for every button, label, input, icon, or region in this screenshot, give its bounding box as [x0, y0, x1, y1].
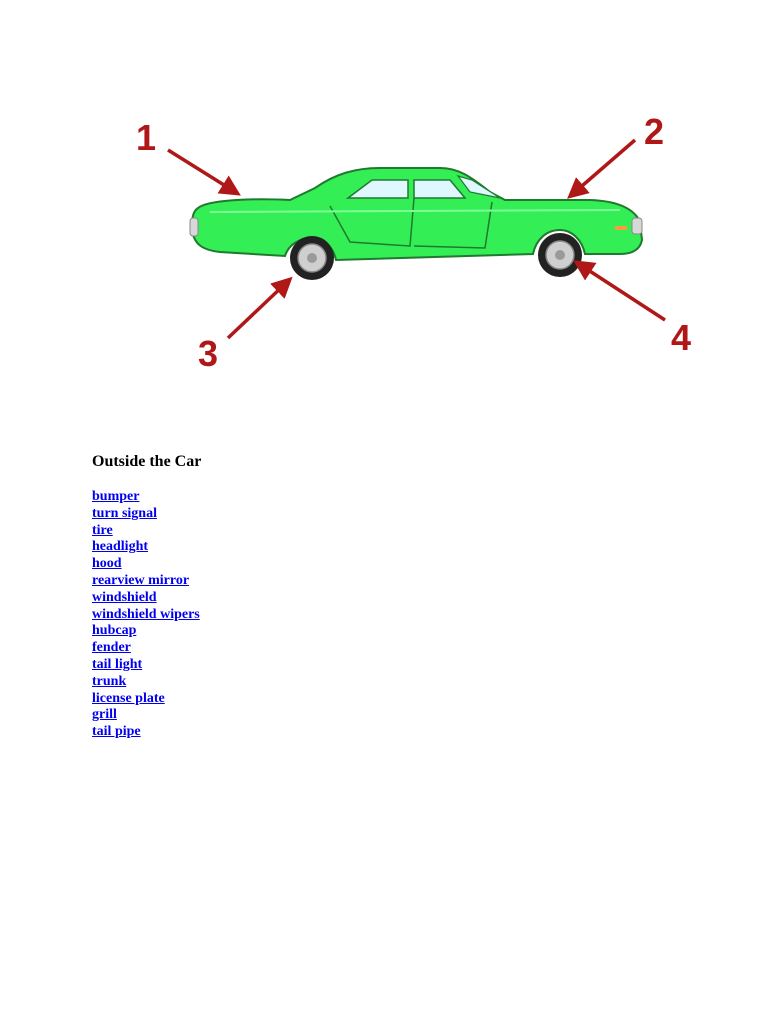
callout-1: 1	[136, 117, 157, 158]
list-item	[92, 523, 200, 540]
list-item	[92, 556, 200, 573]
link-grill[interactable]: grill	[92, 707, 117, 723]
list-item	[92, 707, 200, 724]
car-icon	[190, 168, 642, 280]
link-tail-pipe[interactable]: tail pipe	[92, 724, 141, 740]
link-turn-signal[interactable]: turn signal	[92, 505, 157, 521]
link-rearview-mirror[interactable]: rearview mirror	[92, 572, 190, 588]
link-trunk[interactable]: trunk	[92, 673, 127, 689]
link-hubcap[interactable]: hubcap	[92, 623, 137, 639]
list-item	[92, 691, 200, 708]
front-wheel-icon	[538, 233, 582, 277]
link-windshield-wipers[interactable]: windshield wipers	[92, 606, 200, 622]
list-item	[92, 657, 200, 674]
list-item	[92, 640, 200, 657]
list-item	[92, 623, 200, 640]
list-item	[92, 724, 200, 741]
arrow-1	[168, 150, 232, 190]
arrow-3	[228, 284, 285, 338]
link-tail-light[interactable]: tail light	[92, 656, 143, 672]
list-item	[92, 489, 200, 506]
list-item	[92, 590, 200, 607]
link-headlight[interactable]: headlight	[92, 539, 149, 555]
link-bumper[interactable]: bumper	[92, 489, 140, 504]
section-title: Outside the Car	[92, 453, 202, 470]
callout-3: 3	[198, 333, 219, 374]
link-license-plate[interactable]: license plate	[92, 690, 165, 706]
car-diagram	[120, 100, 720, 390]
arrow-4	[582, 266, 665, 320]
list-item	[92, 506, 200, 523]
rear-wheel-icon	[290, 236, 334, 280]
arrow-2	[575, 140, 635, 192]
link-hood[interactable]: hood	[92, 556, 122, 572]
link-windshield[interactable]: windshield	[92, 589, 157, 605]
list-item	[92, 573, 200, 590]
callout-4: 4	[671, 317, 692, 358]
car-illustration	[120, 100, 720, 390]
link-fender[interactable]: fender	[92, 640, 131, 656]
callout-2: 2	[644, 111, 665, 152]
list-item	[92, 539, 200, 556]
list-item	[92, 674, 200, 691]
link-tire[interactable]: tire	[92, 522, 113, 538]
list-item	[92, 607, 200, 624]
parts-link-list	[92, 489, 200, 741]
